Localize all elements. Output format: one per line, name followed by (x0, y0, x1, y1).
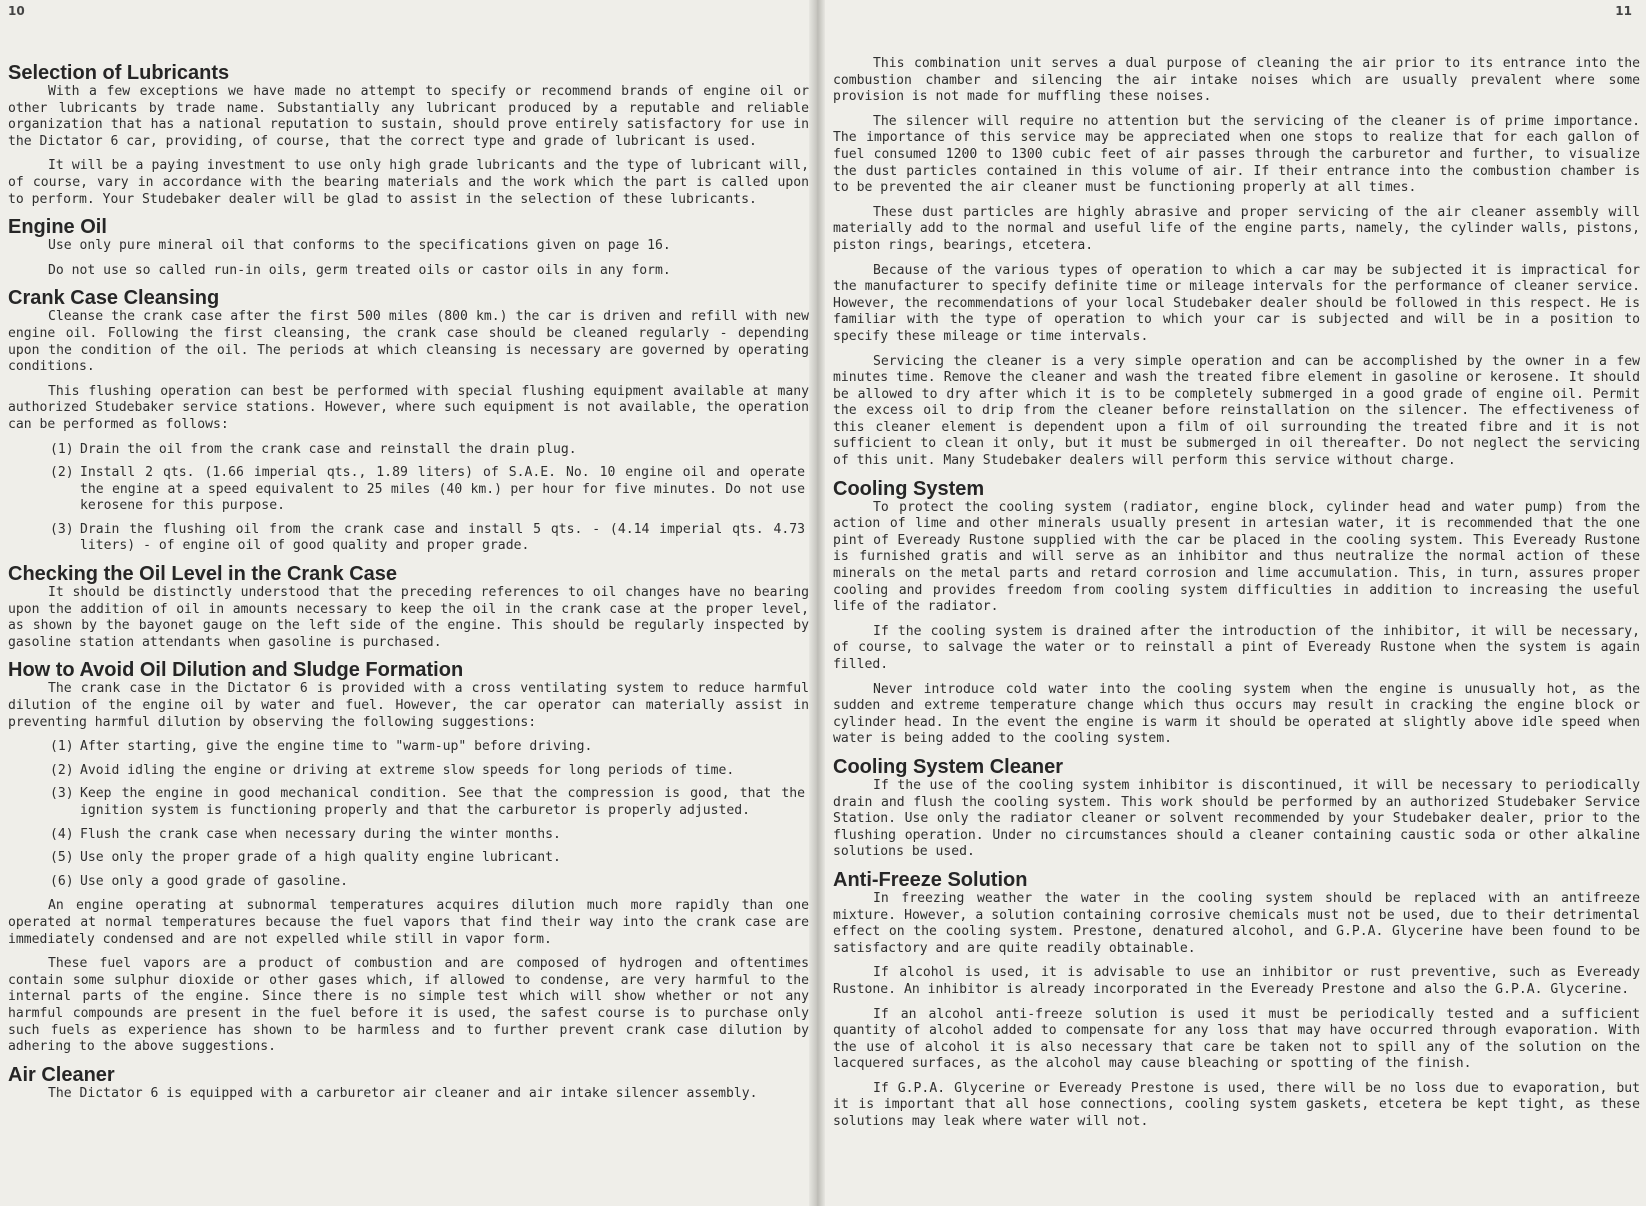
book-gutter (809, 0, 825, 1206)
paragraph: Do not use so called run-in oils, germ treated oils or castor oils in any form. (48, 262, 671, 278)
list-item (8, 763, 809, 780)
paragraph: If an alcohol anti-freeze solution is used it must be periodically tested and a sufficient quantity of alcohol added to compensate for any loss that may have occurred through evaporation. With the use of alcohol it is also necessary that care be taken not to spill any of the solution on the lacquered surfaces, as the alcohol may cause bleaching or spotting of the finish. (833, 1006, 1640, 1072)
list-text: Use only the proper grade of a high quality engine lubricant. (80, 850, 561, 866)
list-number: (5) (50, 850, 74, 866)
list-number: (2) (50, 465, 74, 481)
paragraph: It will be a paying investment to use only high grade lubricants and the type of lubricant will, of course, vary in accordance with the bearing materials and the work which the part is called upon to perform. Your Studebaker dealer will be glad to assist in the selection of these lubricants. (8, 158, 809, 207)
heading-cooling-system: Cooling System (833, 477, 985, 500)
list-text: Install 2 qts. (1.66 imperial qts., 1.89 liters) of S.A.E. No. 10 engine oil and operate the engine at a speed equivalent to 25 miles (40 km.) per hour for five minutes. Do not use kerosene for this purpose. (80, 465, 805, 514)
list-item (8, 786, 809, 819)
list-item (8, 465, 809, 515)
list-number: (1) (50, 441, 74, 457)
list-number: (4) (50, 826, 74, 842)
list-text: After starting, give the engine time to "warm-up" before driving. (80, 739, 593, 755)
list-text: Use only a good grade of gasoline. (80, 873, 349, 889)
paragraph: Servicing the cleaner is a very simple operation and can be accomplished by the owner in a few minutes time. Remove the cleaner and wash the treated fibre element in gasoline or kerosene. It should be allowed to dry after which it is to be completely submerged in a good grade of engine oil. Permit the excess oil to drip from the cleaner before reinstallation on the silencer. The effectiveness of this cleaner element is dependent upon a film of oil surrounding the treated fibre and it is not sufficient to clean it only, but it must be submerged in oil thereafter. Do not neglect the servicing of this unit. Many Studebaker dealers will perform this service without charge. (833, 353, 1640, 469)
page-number-left: 10 (8, 4, 25, 18)
paragraph: In freezing weather the water in the cooling system should be replaced with an antifreeze mixture. However, a solution containing corrosive chemicals must not be used, due to their detrimental effect on the cooling system. Prestone, denatured alcohol, and G.P.A. Glycerine have been found to be satisfactory and are quite readily obtainable. (833, 890, 1640, 956)
heading-engine-oil: Engine Oil (8, 216, 107, 239)
paragraph: To protect the cooling system (radiator, engine block, cylinder head and water pump) from the action of lime and other minerals usually present in artesian water, it is recommended that the one pint of Eveready Rustone supplied with the car be placed in the cooling system. This Eveready Rustone is furnished gratis and will serve as an inhibitor and thus neutralize the normal action of these minerals on the metal parts and retard corrosion and lime accumulation. This, in turn, assures proper cooling and provides freedom from cooling system difficulties in addition to increasing the useful life of the radiator. (833, 499, 1640, 615)
list-text: Avoid idling the engine or driving at extreme slow speeds for long periods of time. (80, 762, 735, 778)
paragraph: Cleanse the crank case after the first 500 miles (800 km.) the car is driven and refill with new engine oil. Following the first cleansing, the crank case should be cleaned regularly - depending upon the condition of the oil. The periods at which cleansing is necessary are governed by operating conditions. (8, 309, 809, 375)
page-right (815, 0, 1646, 1206)
paragraph: Use only pure mineral oil that conforms to the specifications given on page 16. (48, 238, 671, 254)
list-number: (3) (50, 786, 74, 802)
paragraph: The Dictator 6 is equipped with a carburetor air cleaner and air intake silencer assembly. (48, 1085, 758, 1101)
list-item (8, 739, 809, 756)
paragraph: This combination unit serves a dual purpose of cleaning the air prior to its entrance into the combustion chamber and silencing the air intake noises which are usually prevalent where some provision is not made for muffling these noises. (833, 56, 1640, 105)
paragraph: These dust particles are highly abrasive and proper servicing of the air cleaner assembly will materially add to the normal and useful life of the engine parts, namely, the cylinder walls, pistons, piston rings, bearings, etcetera. (833, 204, 1640, 253)
paragraph: Never introduce cold water into the cooling system when the engine is unusually hot, as the sudden and extreme temperature change which thus occurs may result in cracking the engine block or cylinder head. In the event the engine is warm it should be operated at slightly above idle speed when water is being added to the cooling system. (833, 681, 1640, 747)
paragraph: If the cooling system is drained after the introduction of the inhibitor, it will be necessary, of course, to salvage the water or to reinstall a pint of Eveready Rustone when the system is again filled. (833, 623, 1640, 672)
list-text: Flush the crank case when necessary during the winter months. (80, 826, 561, 842)
paragraph: The silencer will require no attention but the servicing of the cleaner is of prime importance. The importance of this service may be appreciated when one stops to realize that for each gallon of fuel consumed 1200 to 1300 cubic feet of air passes through the carburetor and further, to visualize the dust particles contained in this volume of air. If their entrance into the combustion chamber is to be prevented the air cleaner must be functioning properly at all times. (833, 113, 1640, 196)
paragraph: These fuel vapors are a product of combustion and are composed of hydrogen and oftentimes contain some sulphur dioxide or other gases which, if allowed to condense, are very harmful to the internal parts of the engine. Since there is no simple test which will show whether or not any harmful compounds are present in the fuel before it is used, the safest course is to purchase only such fuels as experience has shown to be harmless and to further prevent crank case dilution by adhering to the above suggestions. (8, 956, 809, 1055)
list-item (8, 522, 809, 555)
paragraph: If the use of the cooling system inhibitor is discontinued, it will be necessary to periodically drain and flush the cooling system. This work should be performed by an authorized Studebaker Service Station. Use only the radiator cleaner or solvent recommended by your Studebaker dealer, prior to the flushing operation. Under no circumstances should a cleaner containing caustic soda or other alkaline solutions be used. (833, 777, 1640, 860)
paragraph: With a few exceptions we have made no attempt to specify or recommend brands of engine oil or other lubricants by trade name. Substantially any lubricant produced by a reputable and reliable organization that has a national reputation to sustain, should prove entirely satisfactory for use in the Dictator 6 car, providing, of course, that the correct type and grade of lubricant is used. (8, 84, 809, 149)
cleansing-steps-list (8, 442, 809, 556)
paragraph: If G.P.A. Glycerine or Eveready Prestone is used, there will be no loss due to evaporation, but it is important that all hose connections, cooling system gaskets, etcetera be kept tight, as these solutions may leak where water will not. (833, 1080, 1640, 1130)
paragraph: It should be distinctly understood that the preceding references to oil changes have no bearing upon the addition of oil in amounts necessary to keep the oil in the crank case at the proper level, as shown by the bayonet gauge on the left side of the engine. This should be regularly inspected by gasoline station attendants when gasoline is purchased. (8, 585, 809, 650)
heading-anti-freeze-solution: Anti-Freeze Solution (833, 868, 1028, 891)
list-number: (6) (50, 873, 74, 889)
heading-checking-oil-level: Checking the Oil Level in the Crank Case (8, 563, 398, 586)
list-number: (3) (50, 521, 74, 537)
list-item (8, 874, 809, 891)
list-text: Keep the engine in good mechanical condition. See that the compression is good, that the ignition system is functioning properly and that the carburetor is properly adjusted. (80, 786, 805, 818)
heading-air-cleaner: Air Cleaner (8, 1063, 115, 1086)
paragraph: If alcohol is used, it is advisable to use an inhibitor or rust preventive, such as Eveready Rustone. An inhibitor is already incorporated in the Eveready Prestone and also the G.P.A. Glycerine. (833, 965, 1640, 997)
heading-crank-case-cleansing: Crank Case Cleansing (8, 287, 220, 310)
paragraph: Because of the various types of operation to which a car may be subjected it is impractical for the manufacturer to specify definite time or mileage intervals for the performance of cleaner service. However, the recommendations of your local Studebaker dealer should be followed in this respect. He is familiar with the type of operation to which your car is subjected and will be in a position to specify these mileage or time intervals. (833, 262, 1640, 344)
heading-oil-dilution: How to Avoid Oil Dilution and Sludge Formation (8, 659, 464, 682)
list-text: Drain the oil from the crank case and reinstall the drain plug. (80, 441, 577, 457)
list-item (8, 442, 809, 459)
paragraph: An engine operating at subnormal temperatures acquires dilution much more rapidly than one operated at normal temperatures because the fuel vapors that find their way into the crank case are immediately condensed and are not expelled while still in vapor form. (8, 898, 809, 947)
heading-cooling-system-cleaner: Cooling System Cleaner (833, 755, 1064, 778)
heading-selection-of-lubricants: Selection of Lubricants (8, 62, 230, 84)
list-item (8, 850, 809, 867)
page-number-right: 11 (1615, 4, 1632, 18)
dilution-suggestions-list (8, 739, 809, 890)
list-text: Drain the flushing oil from the crank case and install 5 qts. - (4.14 imperial qts. 4.73 liters) - of engine oil of good quality and proper grade. (80, 521, 805, 554)
paragraph: The crank case in the Dictator 6 is provided with a cross ventilating system to reduce harmful dilution of the engine oil by water and fuel. However, the car operator can materially assist in preventing harmful dilution by observing the following suggestions: (8, 681, 809, 730)
list-number: (2) (50, 762, 74, 778)
list-item (8, 827, 809, 844)
list-number: (1) (50, 739, 74, 755)
paragraph: This flushing operation can best be performed with special flushing equipment available at many authorized Studebaker service stations. However, where such equipment is not available, the operation can be performed as follows: (8, 383, 809, 432)
page-left (0, 0, 815, 1206)
